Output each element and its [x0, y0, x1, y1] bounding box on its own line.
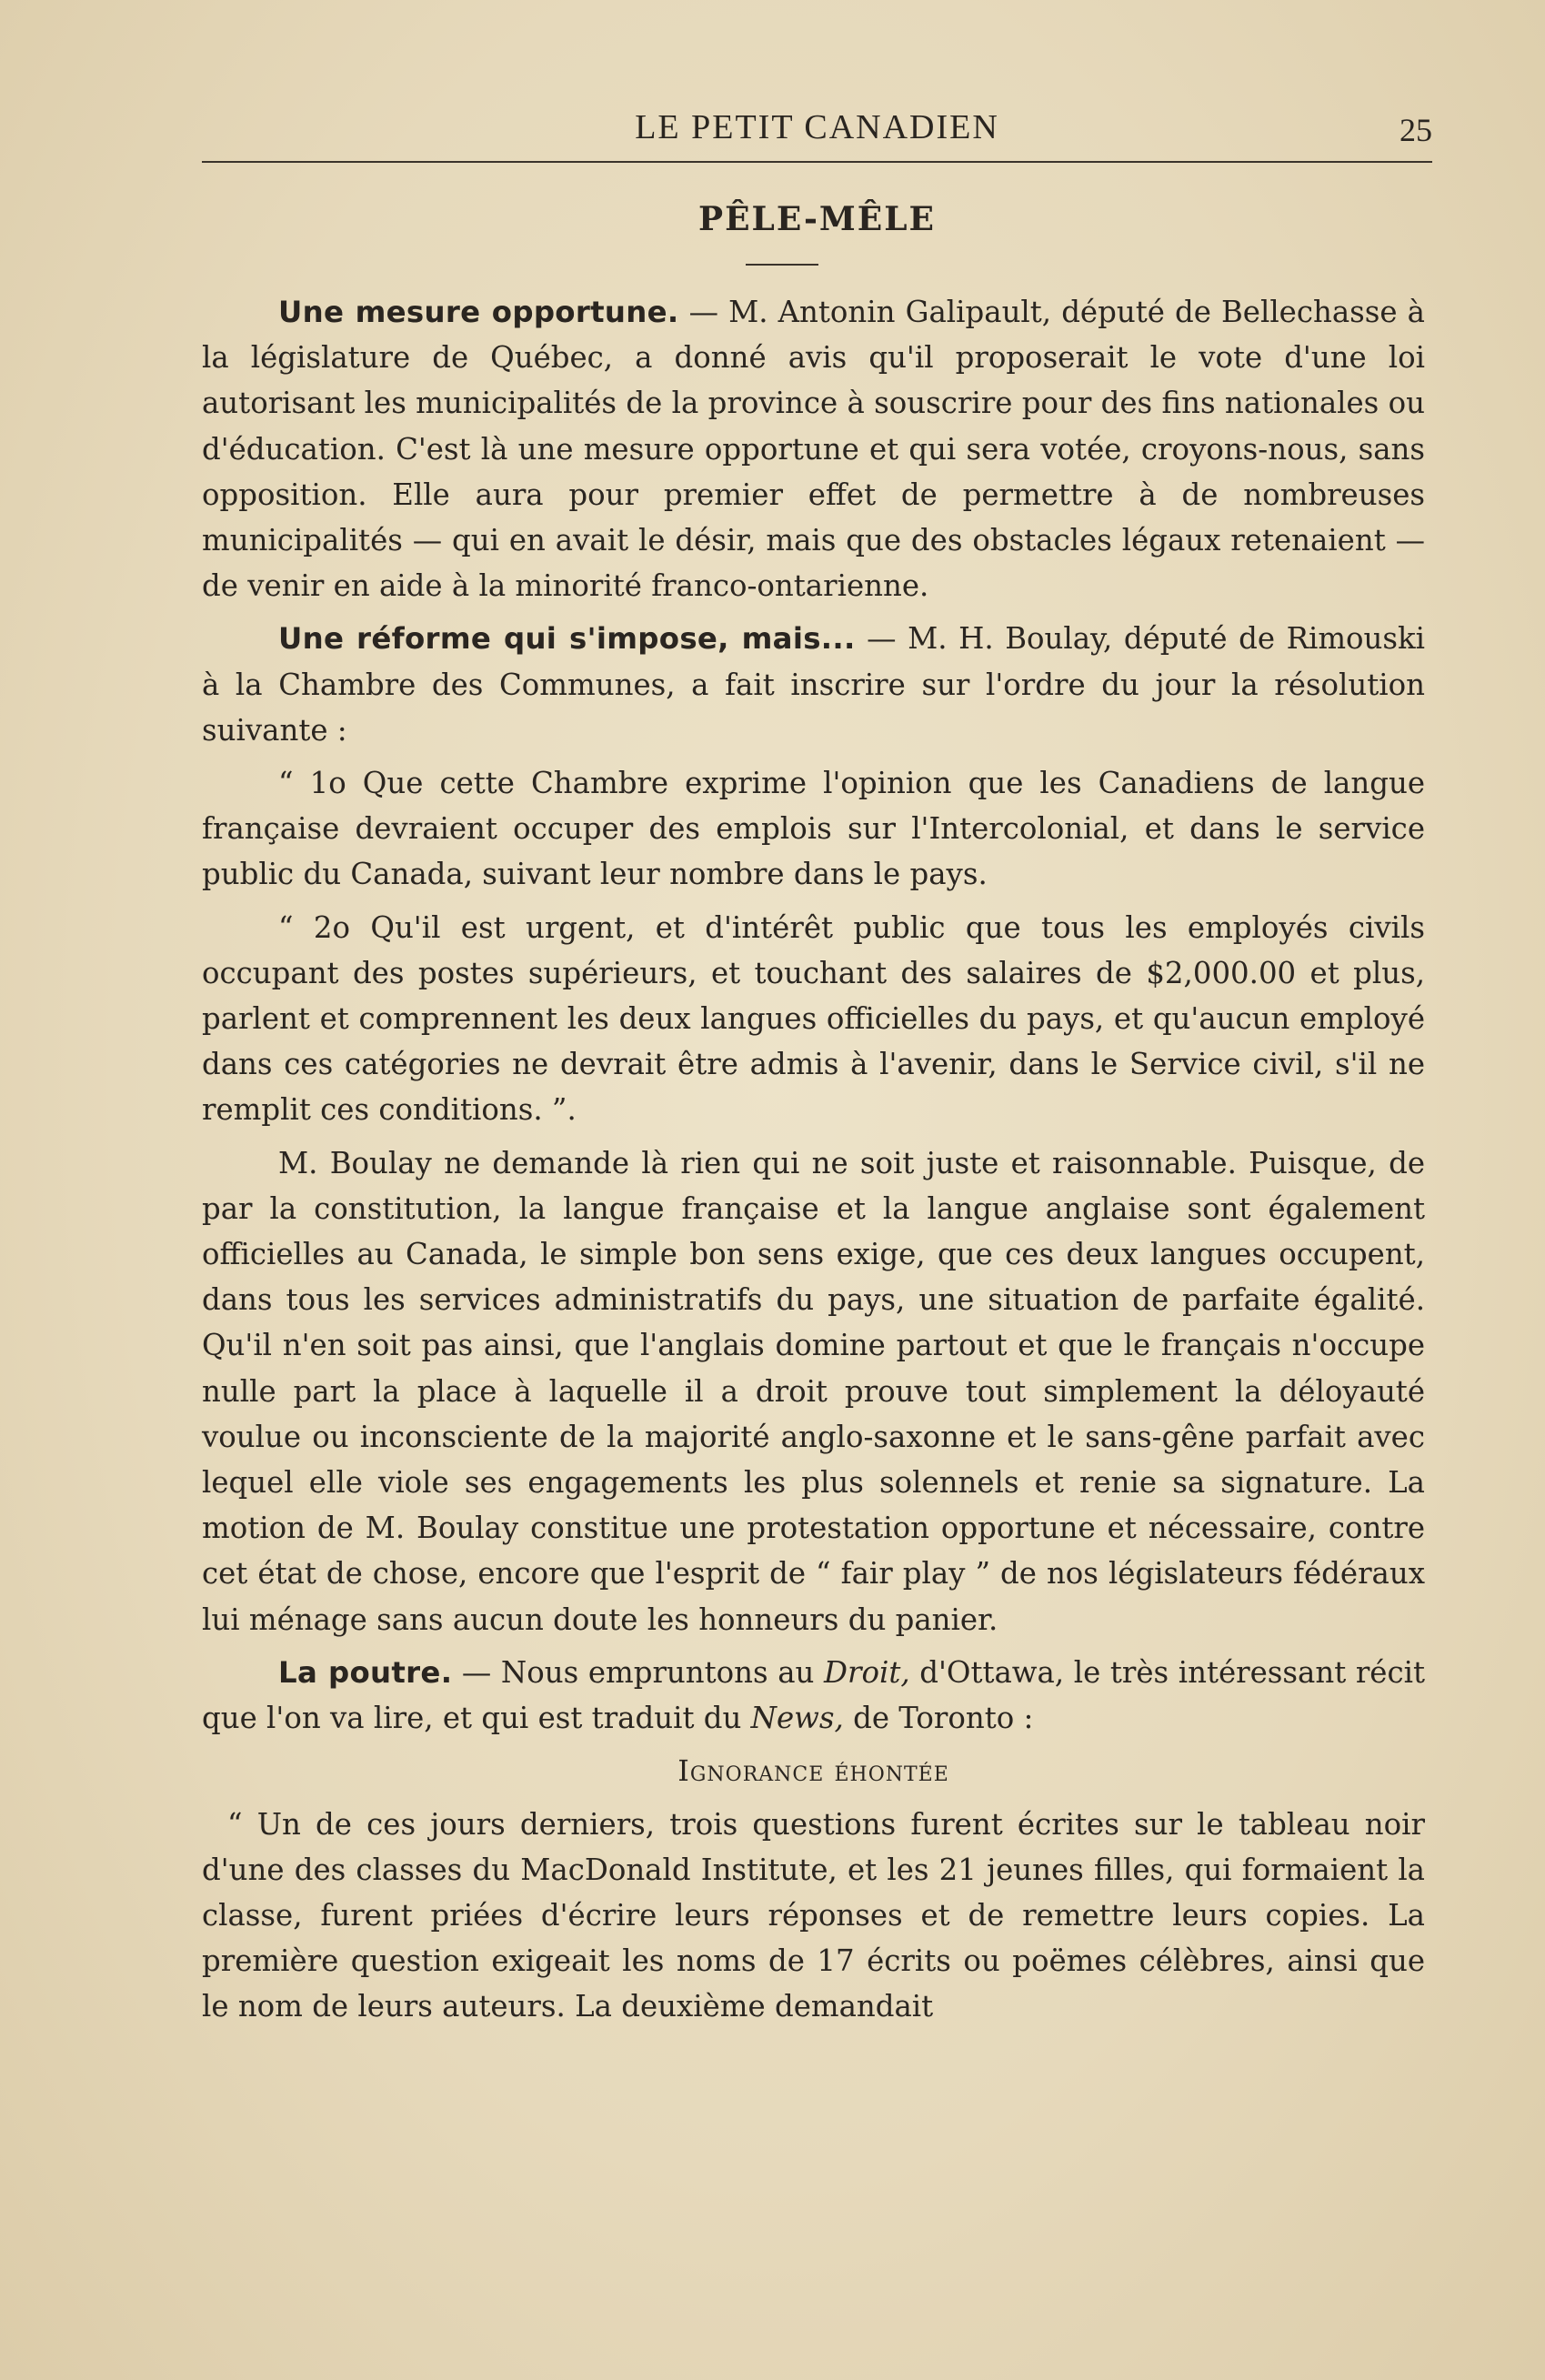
- paragraph-text: — M. Antonin Galipault, député de Bellechasse à la législature de Québec, a donné avis qu'il proposerait le vote d'une loi autorisant les municipalités de la province à souscrire pour des fins nationales ou d'éducation. C'est là une mesure opportune et qui sera votée, croyons-nous, sans opposition. Elle aura pour premier effet de permettre à de nombreuses municipalités — qui en avait le désir, mais que des obstacles légaux retenaient — de venir en aide à la minorité franco-ontarienne.: [202, 295, 1425, 604]
- lead-reforme: Une réforme qui s'impose, mais...: [278, 621, 856, 657]
- paragraph-commentary: M. Boulay ne demande là rien qui ne soit juste et raisonnable. Puisque, de par la constitution, la langue française et la langue anglaise sont également officielles au Canada, le simple bon sens exige, que ces deux langues occupent, dans tous les services administratifs du pays, une situation de parfaite égalité. Qu'il n'en soit pas ainsi, que l'anglais domine partout et que le français n'occupe nulle part la place à laquelle il a droit prouve tout simplement la déloyauté voulue ou inconsciente de la majorité anglo-saxonne et le sans-gêne parfait avec lequel elle viole ses engagements les plus solennels et renie sa signature. La motion de M. Boulay constitue une protestation opportune et nécessaire, contre cet état de chose, encore que l'esprit de “ fair play ” de nos législateurs fédéraux lui ménage sans aucun doute les honneurs du panier.: [202, 1145, 1425, 1637]
- paragraph-reforme: [202, 616, 1425, 753]
- intro-text-b: d'Ottawa, le très intéressant récit que l'on va lire, et qui est traduit du: [202, 1654, 1425, 1736]
- source-droit: Droit,: [824, 1654, 910, 1690]
- source-news: News,: [750, 1701, 844, 1736]
- resolution-item-1: “ 1o Que cette Chambre exprime l'opinion que les Canadiens de langue française devraient occuper des emplois sur l'Intercolonial, et dans le service public du Canada, suivant leur nombre dans le pays.: [202, 766, 1425, 892]
- page-number: 25: [1400, 112, 1432, 148]
- title-rule: [746, 264, 818, 266]
- intro-text-c: de Toronto :: [843, 1701, 1034, 1736]
- section-title: PÊLE-MÊLE: [698, 200, 936, 238]
- resolution-item-2: “ 2o Qu'il est urgent, et d'intérêt public que tous les employés civils occupant des postes supérieurs, et touchant des salaires de $2,000.00 et plus, parlent et comprennent les deux langues officielles du pays, et qu'aucun employé dans ces catégories ne devrait être admis à l'avenir, dans le Service civil, s'il ne remplit ces conditions. ”.: [202, 909, 1425, 1128]
- header-rule: [202, 161, 1432, 163]
- page-header: [202, 107, 1432, 149]
- article-body: [202, 289, 1425, 2037]
- subheading: Ignorance éhontée: [677, 1753, 949, 1789]
- paragraph-text: — M. H. Boulay, député de Rimouski à la Chambre des Communes, a fait inscrire sur l'ordre du jour la résolution suivante :: [202, 621, 1425, 748]
- intro-text-a: — Nous empruntons au: [452, 1654, 825, 1690]
- paragraph-ignorance: “ Un de ces jours derniers, trois questions furent écrites sur le tableau noir d'une des classes du MacDonald Institute, et les 21 jeunes filles, qui formaient la classe, furent priées d'écrire leurs réponses et de remettre leurs copies. La première question exigeait les noms de 17 écrits ou poëmes célèbres, ainsi que le nom de leurs auteurs. La deuxième demandait: [202, 1806, 1425, 2024]
- lead-la-poutre: La poutre.: [278, 1654, 453, 1690]
- running-title: LE PETIT CANADIEN: [635, 108, 999, 146]
- paragraph-la-poutre: [202, 1650, 1425, 1741]
- lead-mesure-opportune: Une mesure opportune.: [278, 295, 679, 329]
- paragraph-mesure-opportune: [202, 289, 1425, 608]
